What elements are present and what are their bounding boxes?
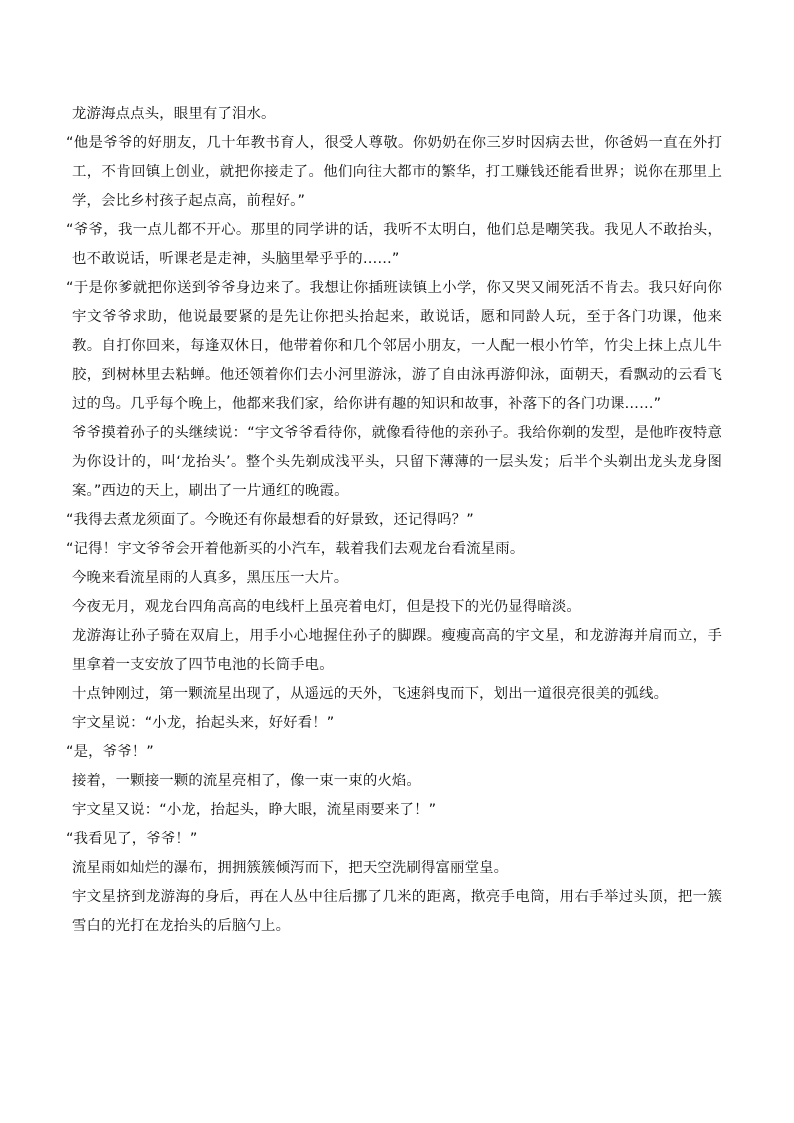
paragraph-15: 宇文星又说：“小龙，抬起头，睁大眼，流星雨要来了！” [72, 802, 437, 818]
paragraph-11: 十点钟刚过，第一颗流星出现了，从遥远的天外，飞速斜曳而下，划出一道很亮很美的弧线。 [72, 686, 669, 702]
paragraph-18: 宇文星挤到龙游海的身后，再在人丛中往后挪了几米的距离，揿亮手电筒，用右手举过头顶，把一簇雪白的光打在龙抬头的后脑勺上。 [72, 889, 722, 934]
paragraph-16: “我看见了，爷爷！” [66, 831, 198, 847]
paragraph-14: 接着，一颗接一颗的流星亮相了，像一束一束的火焰。 [72, 773, 421, 789]
paragraph-6: “我得去煮龙须面了。今晚还有你最想看的好景致，还记得吗？” [66, 512, 474, 528]
paragraph-8: 今晚来看流星雨的人真多，黑压压一大片。 [72, 570, 349, 586]
paragraph-1: 龙游海点点头，眼里有了泪水。 [72, 106, 276, 122]
paragraph-13: “是，爷爷！” [66, 744, 154, 760]
paragraph-10: 龙游海让孙子骑在双肩上，用手小心地握住孙子的脚踝。瘦瘦高高的宇文星，和龙游海并肩而立，手里拿着一支安放了四节电池的长筒手电。 [72, 628, 722, 673]
paragraph-9: 今夜无月，观龙台四角高高的电线杆上虽亮着电灯，但是投下的光仍显得暗淡。 [72, 599, 581, 615]
story-text [66, 100, 722, 941]
paragraph-5: 爷爷摸着孙子的头继续说：“宇文爷爷看待你，就像看待他的亲孙子。我给你剃的发型，是他昨夜特意为你设计的，叫‘龙抬头’。整个头先剃成浅平头，只留下薄薄的一层头发；后半个头剃出龙头龙身图案。”西边的天上，刷出了一片通红的晚霞。 [72, 425, 722, 499]
paragraph-4: “于是你爹就把你送到爷爷身边来了。我想让你插班读镇上小学，你又哭又闹死活不肯去。我只好向你宇文爷爷求助，他说最要紧的是先让你把头抬起来，敢说话，愿和同龄人玩，至于各门功课，他来教。自打你回来，每逢双休日，他带着你和几个邻居小朋友，一人配一根小竹竿，竹尖上抹上点儿牛胶，到树林里去粘蝉。他还领着你们去小河里游泳，游了自由泳再游仰泳，面朝天，看飘动的云看飞过的鸟。几乎每个晚上，他都来我们家，给你讲有趣的知识和故事，补落下的各门功课……” [66, 280, 722, 412]
paragraph-17: 流星雨如灿烂的瀑布，拥拥簇簇倾泻而下，把天空洗刷得富丽堂皇。 [72, 860, 509, 876]
paragraph-3: “爷爷，我一点儿都不开心。那里的同学讲的话，我听不太明白，他们总是嘲笑我。我见人不敢抬头，也不敢说话，听课老是走神，头脑里晕乎乎的……” [66, 222, 722, 267]
paragraph-7: “记得！宇文爷爷会开着他新买的小汽车，载着我们去观龙台看流星雨。 [66, 541, 525, 557]
paragraph-2: “他是爷爷的好朋友，几十年教书育人，很受人尊敬。你奶奶在你三岁时因病去世，你爸妈一直在外打工，不肯回镇上创业，就把你接走了。他们向往大都市的繁华，打工赚钱还能看世界；说你在那里上学，会比乡村孩子起点高，前程好。” [66, 135, 722, 209]
paragraph-12: 宇文星说：“小龙，抬起头来，好好看！” [72, 715, 335, 731]
